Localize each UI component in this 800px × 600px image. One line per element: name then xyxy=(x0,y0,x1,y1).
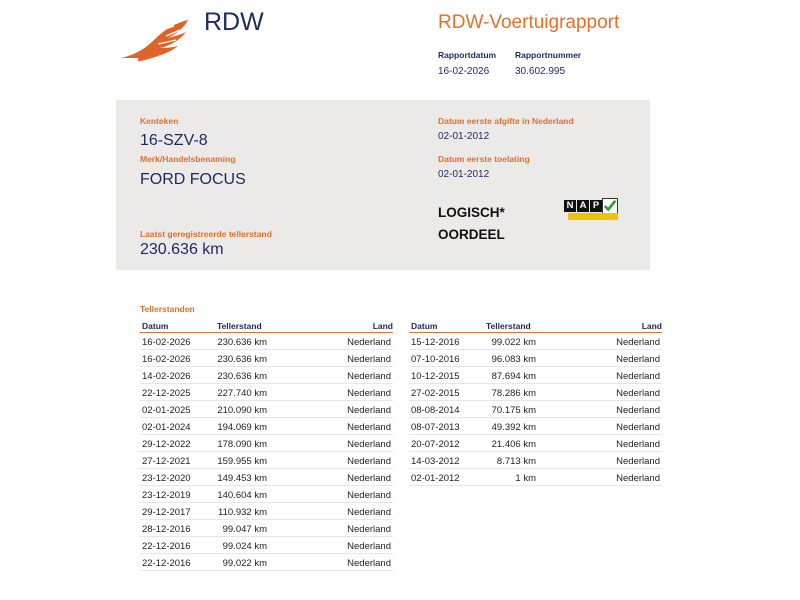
table-row xyxy=(140,333,393,350)
cell-country: Nederland xyxy=(347,354,391,365)
cell-km: 1 km xyxy=(515,473,536,484)
rdw-logo xyxy=(118,18,190,64)
cell-date: 27-02-2015 xyxy=(411,388,460,399)
cell-date: 29-12-2022 xyxy=(142,439,191,450)
table-row xyxy=(409,384,662,401)
header-date: Datum xyxy=(411,321,438,331)
nap-bar xyxy=(568,213,618,220)
cell-km: 78.286 km xyxy=(491,388,536,399)
report-number xyxy=(515,50,581,77)
cell-date: 22-12-2025 xyxy=(142,388,191,399)
nap-check-icon xyxy=(602,198,618,214)
table-row xyxy=(409,367,662,384)
cell-country: Nederland xyxy=(616,337,660,348)
cell-country: Nederland xyxy=(616,473,660,484)
cell-country: Nederland xyxy=(347,541,391,552)
cell-country: Nederland xyxy=(347,405,391,416)
cell-date: 15-12-2016 xyxy=(411,337,460,348)
table-row xyxy=(140,350,393,367)
cell-country: Nederland xyxy=(347,507,391,518)
table-row xyxy=(140,469,393,486)
first-reg-label: Datum eerste toelating xyxy=(438,154,530,164)
cell-country: Nederland xyxy=(616,439,660,450)
cell-km: 230.636 km xyxy=(217,354,267,365)
cell-km: 70.175 km xyxy=(491,405,536,416)
odometer-label: Laatst geregistreerde tellerstand xyxy=(140,229,272,239)
brand-name: RDW xyxy=(204,8,264,36)
nap-logo xyxy=(564,200,622,222)
nap-letter-a: A xyxy=(577,200,589,212)
table-row xyxy=(140,418,393,435)
cell-country: Nederland xyxy=(616,456,660,467)
cell-country: Nederland xyxy=(347,371,391,382)
cell-country: Nederland xyxy=(347,337,391,348)
cell-km: 99.047 km xyxy=(222,524,267,535)
first-nl-value: 02-01-2012 xyxy=(438,131,490,142)
cell-date: 14-03-2012 xyxy=(411,456,460,467)
cell-date: 27-12-2021 xyxy=(142,456,191,467)
cell-km: 99.022 km xyxy=(491,337,536,348)
cell-country: Nederland xyxy=(616,422,660,433)
plate-label: Kenteken xyxy=(140,116,179,126)
report-number-label: Rapportnummer xyxy=(515,50,582,60)
cell-date: 10-12-2015 xyxy=(411,371,460,382)
table-row xyxy=(140,537,393,554)
header-date: Datum xyxy=(142,321,169,331)
header-km: Tellerstand xyxy=(486,321,531,331)
cell-date: 07-10-2016 xyxy=(411,354,460,365)
readings-table-left xyxy=(140,321,393,571)
table-row xyxy=(409,435,662,452)
make-value: FORD FOCUS xyxy=(140,171,246,188)
cell-km: 8.713 km xyxy=(496,456,536,467)
cell-km: 21.406 km xyxy=(491,439,536,450)
table-body xyxy=(140,333,393,571)
cell-country: Nederland xyxy=(347,524,391,535)
cell-date: 23-12-2019 xyxy=(142,490,191,501)
cell-km: 140.604 km xyxy=(217,490,267,501)
cell-date: 08-08-2014 xyxy=(411,405,460,416)
verdict-line-1: LOGISCH* xyxy=(438,205,505,220)
cell-km: 159.955 km xyxy=(217,456,267,467)
table-row xyxy=(140,452,393,469)
nap-verdict xyxy=(438,202,505,246)
table-header xyxy=(140,321,393,333)
readings-table-right xyxy=(409,321,662,486)
cell-km: 96.083 km xyxy=(491,354,536,365)
table-row xyxy=(140,520,393,537)
table-header xyxy=(409,321,662,333)
cell-country: Nederland xyxy=(347,439,391,450)
table-row xyxy=(140,435,393,452)
header-km: Tellerstand xyxy=(217,321,262,331)
report-title: RDW-Voertuigrapport xyxy=(438,12,620,33)
odometer-value: 230.636 km xyxy=(140,241,224,258)
cell-country: Nederland xyxy=(347,490,391,501)
cell-country: Nederland xyxy=(347,456,391,467)
table-row xyxy=(140,384,393,401)
verdict-line-2: OORDEEL xyxy=(438,227,505,242)
table-row xyxy=(140,503,393,520)
cell-date: 16-02-2026 xyxy=(142,337,191,348)
cell-country: Nederland xyxy=(347,422,391,433)
cell-km: 149.453 km xyxy=(217,473,267,484)
cell-country: Nederland xyxy=(616,354,660,365)
header-country: Land xyxy=(641,321,662,331)
make-label: Merk/Handelsbenaming xyxy=(140,154,236,164)
table-body xyxy=(409,333,662,486)
cell-km: 110.932 km xyxy=(218,507,267,518)
cell-date: 29-12-2017 xyxy=(142,507,191,518)
cell-km: 99.022 km xyxy=(222,558,267,569)
cell-country: Nederland xyxy=(616,388,660,399)
report-number-value: 30.602.995 xyxy=(515,66,566,77)
table-row xyxy=(140,554,393,571)
cell-km: 178.090 km xyxy=(217,439,267,450)
table-row xyxy=(140,367,393,384)
cell-country: Nederland xyxy=(347,388,391,399)
cell-date: 20-07-2012 xyxy=(411,439,460,450)
plate-value: 16-SZV-8 xyxy=(140,132,208,149)
cell-km: 230.636 km xyxy=(217,337,267,348)
cell-country: Nederland xyxy=(616,405,660,416)
cell-km: 210.090 km xyxy=(217,405,267,416)
report-date-label: Rapportdatum xyxy=(438,50,497,60)
cell-km: 87.694 km xyxy=(491,371,536,382)
header-country: Land xyxy=(372,321,393,331)
first-reg-value: 02-01-2012 xyxy=(438,169,490,180)
table-row xyxy=(409,401,662,418)
vehicle-summary-panel xyxy=(116,100,650,270)
table-row xyxy=(409,350,662,367)
first-nl-label: Datum eerste afgifte in Nederland xyxy=(438,116,574,126)
cell-km: 49.392 km xyxy=(491,422,536,433)
cell-km: 230.636 km xyxy=(217,371,267,382)
cell-date: 08-07-2013 xyxy=(411,422,460,433)
readings-title: Tellerstanden xyxy=(140,304,195,314)
cell-country: Nederland xyxy=(347,473,391,484)
cell-date: 02-01-2012 xyxy=(411,473,460,484)
nap-letter-p: P xyxy=(590,200,602,212)
cell-country: Nederland xyxy=(347,558,391,569)
table-row xyxy=(140,486,393,503)
cell-km: 99.024 km xyxy=(222,541,267,552)
table-row xyxy=(140,401,393,418)
cell-date: 22-12-2016 xyxy=(142,558,191,569)
cell-km: 194.069 km xyxy=(217,422,267,433)
table-row xyxy=(409,333,662,350)
cell-km: 227.740 km xyxy=(217,388,267,399)
report-date xyxy=(438,50,496,77)
table-row xyxy=(409,418,662,435)
cell-date: 16-02-2026 xyxy=(142,354,191,365)
cell-date: 02-01-2024 xyxy=(142,422,191,433)
cell-date: 23-12-2020 xyxy=(142,473,191,484)
cell-date: 14-02-2026 xyxy=(142,371,191,382)
table-row xyxy=(409,469,662,486)
report-date-value: 16-02-2026 xyxy=(438,66,490,77)
nap-letter-n: N xyxy=(564,200,576,212)
cell-date: 02-01-2025 xyxy=(142,405,191,416)
table-row xyxy=(409,452,662,469)
cell-country: Nederland xyxy=(616,371,660,382)
cell-date: 22-12-2016 xyxy=(142,541,191,552)
cell-date: 28-12-2016 xyxy=(142,524,191,535)
